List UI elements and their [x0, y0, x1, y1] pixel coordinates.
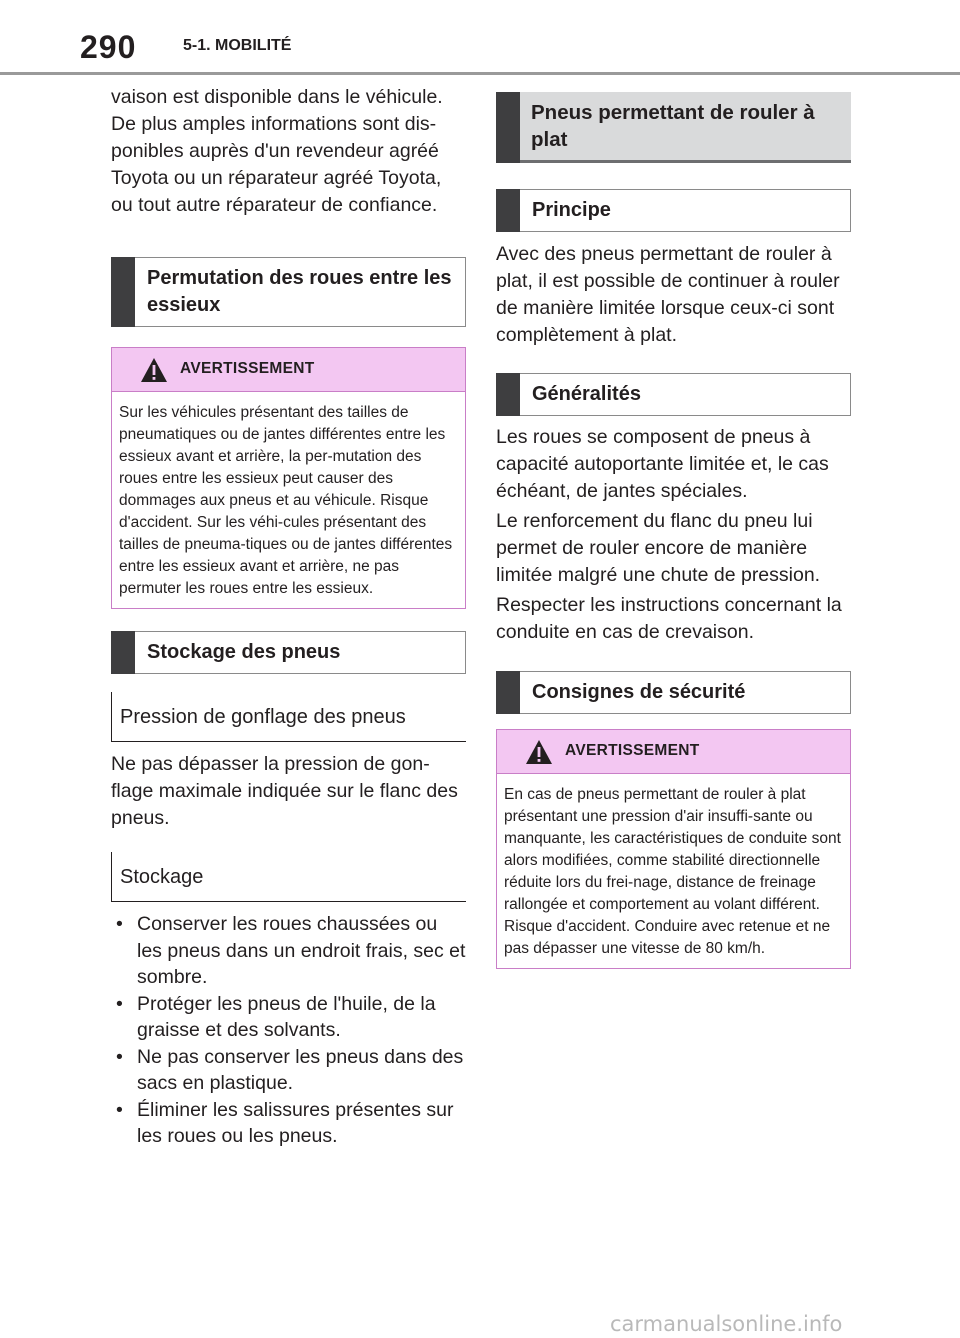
principle-paragraph: Avec des pneus permettant de rouler à plat, il est possible de continuer à rouler de manière limitée lorsque ceux-ci sont complètement à plat. — [496, 243, 840, 346]
warning-header — [497, 730, 850, 774]
heading-safety — [496, 671, 851, 714]
warning-text: En cas de pneus permettant de rouler à plat présentant une pression d'air insuffi-sante ou manquante, les caractéristiques de conduite sont alors modifiées, comme stabilité directionnelle réduite lors du frei-nage, distance de freinage rallongée et comportement au volant différent. Risque d'accident. Conduire avec retenue et ne pas dépasser une vitesse de 80 km/h. — [504, 786, 841, 957]
heading-storage — [111, 631, 466, 674]
heading-runflat-text: Pneus permettant de rouler à plat — [531, 101, 815, 151]
subheading-storage: Stockage — [111, 852, 466, 902]
left-column — [111, 84, 466, 1150]
pressure-paragraph: Ne pas dépasser la pression de gon-flage maximale indiquée sur le flanc des pneus. — [111, 753, 458, 829]
warning-triangle-icon — [525, 739, 553, 765]
heading-runflat — [496, 92, 851, 163]
warning-title: AVERTISSEMENT — [565, 742, 700, 759]
list-item: • Conserver les roues chaussées ou les pneus dans un endroit frais, sec et sombre. — [111, 911, 466, 991]
general-paragraph: Le renforcement du flanc du pneu lui permet de rouler encore de manière limitée malgré une chute de pression. — [496, 510, 821, 586]
watermark[interactable]: carmanualsonline.info — [610, 1312, 843, 1336]
heading-principle-text: Principe — [532, 199, 611, 221]
heading-storage-text: Stockage des pneus — [147, 641, 341, 663]
warning-triangle-icon — [140, 357, 168, 383]
heading-rotation-text: Permutation des roues entre les essieux — [147, 267, 452, 316]
section-title: 5-1. MOBILITÉ — [183, 37, 292, 54]
intro-paragraph: vaison est disponible dans le véhicule. De plus amples informations sont dis-ponibles auprès d'un revendeur agréé Toyota ou un réparateur agréé Toyota, ou tout autre réparateur de confiance. — [111, 86, 443, 216]
warning-box-runflat — [496, 729, 851, 969]
general-paragraph: Les roues se composent de pneus à capacité autoportante limitée et, le cas échéant, de jantes spéciales. — [496, 426, 829, 502]
list-item: • Ne pas conserver les pneus dans des sacs en plastique. — [111, 1044, 466, 1097]
warning-box-rotation — [111, 347, 466, 609]
list-item: • Protéger les pneus de l'huile, de la graisse et des solvants. — [111, 991, 466, 1044]
right-column — [496, 84, 851, 969]
general-paragraphs — [496, 424, 851, 646]
general-paragraph: Respecter les instructions concernant la conduite en cas de crevaison. — [496, 594, 842, 643]
heading-general — [496, 373, 851, 416]
header-rule — [0, 72, 960, 75]
page-header — [0, 0, 960, 80]
page-number: 290 — [80, 29, 137, 65]
warning-title: AVERTISSEMENT — [180, 360, 315, 377]
heading-principle — [496, 189, 851, 232]
heading-safety-text: Consignes de sécurité — [532, 681, 746, 703]
storage-list — [111, 911, 466, 1150]
heading-rotation — [111, 257, 466, 327]
heading-general-text: Généralités — [532, 383, 641, 405]
warning-header — [112, 348, 465, 392]
warning-text: Sur les véhicules présentant des tailles de pneumatiques ou de jantes différentes entre les essieux avant et arrière, la per-mutation des roues entre les essieux peut causer des dommages aux pneus et au véhicule. Risque d'accident. Sur les véhi-cules présentant des tailles de pneuma-tiques ou de jantes différentes entre les essieux avant et arrière, ne pas permuter les roues entre les essieux. — [119, 404, 453, 597]
subheading-pressure: Pression de gonflage des pneus — [111, 692, 466, 742]
list-item: • Éliminer les salissures présentes sur les roues ou les pneus. — [111, 1097, 466, 1150]
